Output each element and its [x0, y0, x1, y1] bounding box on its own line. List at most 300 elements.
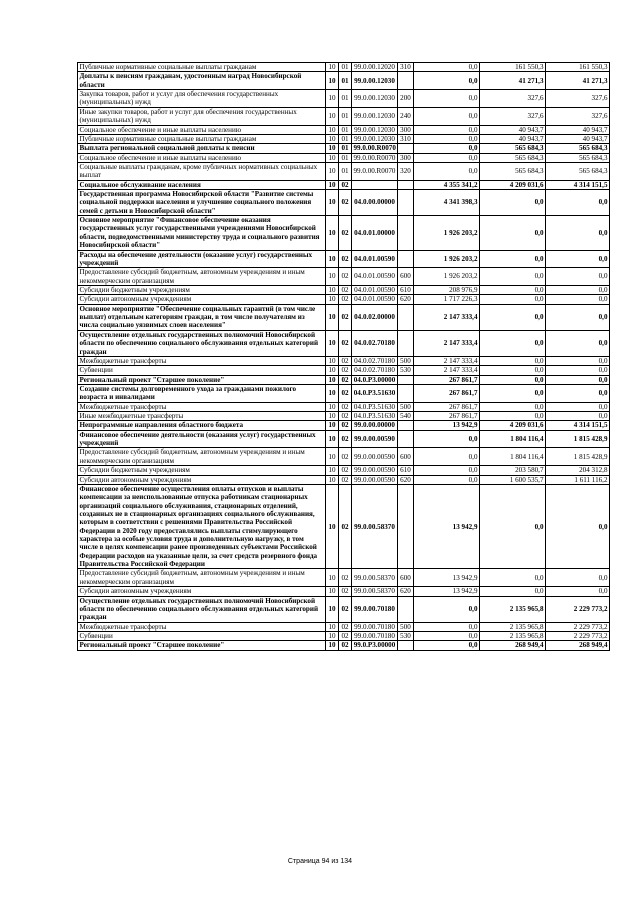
amount-year-1: 2 147 333,4 — [414, 330, 480, 356]
subsection-code: 02 — [339, 430, 352, 448]
table-row — [78, 622, 610, 631]
amount-year-1: 0,0 — [414, 596, 480, 622]
table-row — [78, 632, 610, 641]
expense-type-code: 600 — [398, 569, 414, 587]
subsection-code: 01 — [339, 144, 352, 153]
target-article-code: 99.0.00.00590 — [352, 466, 398, 475]
amount-year-1: 1 926 203,2 — [414, 250, 480, 268]
amount-year-1: 13 942,9 — [414, 421, 480, 430]
amount-year-3: 0,0 — [546, 216, 610, 250]
expense-type-code: 530 — [398, 366, 414, 375]
amount-year-1: 267 861,7 — [414, 402, 480, 411]
subsection-code: 02 — [339, 216, 352, 250]
amount-year-1: 0,0 — [414, 144, 480, 153]
expense-type-code — [398, 330, 414, 356]
subsection-code: 02 — [339, 466, 352, 475]
subsection-code: 01 — [339, 72, 352, 90]
item-name: Выплата региональной социальной доплаты к пенсии — [78, 144, 326, 153]
amount-year-2: 0,0 — [480, 384, 546, 402]
amount-year-2: 565 684,3 — [480, 144, 546, 153]
amount-year-1: 0,0 — [414, 430, 480, 448]
subsection-code: 01 — [339, 153, 352, 162]
amount-year-3: 1 815 428,9 — [546, 448, 610, 466]
item-name: Субвенции — [78, 366, 326, 375]
expense-type-code — [398, 484, 414, 569]
section-code: 10 — [326, 63, 339, 72]
section-code: 10 — [326, 304, 339, 330]
amount-year-3: 327,6 — [546, 107, 610, 125]
amount-year-3: 0,0 — [546, 295, 610, 304]
subsection-code: 02 — [339, 384, 352, 402]
expense-type-code: 300 — [398, 153, 414, 162]
item-name: Предоставление субсидий бюджетным, автономным учреждениям и иным некоммерческим организациям — [78, 569, 326, 587]
section-code: 10 — [326, 90, 339, 108]
table-row — [78, 216, 610, 250]
amount-year-1: 0,0 — [414, 475, 480, 484]
amount-year-2: 0,0 — [480, 402, 546, 411]
target-article-code: 99.0.00.12030 — [352, 134, 398, 143]
amount-year-3: 0,0 — [546, 356, 610, 365]
section-code: 10 — [326, 375, 339, 384]
expense-type-code — [398, 596, 414, 622]
amount-year-2: 0,0 — [480, 484, 546, 569]
item-name: Субвенции — [78, 632, 326, 641]
section-code: 10 — [326, 402, 339, 411]
item-name: Закупка товаров, работ и услуг для обеспечения государственных (муниципальных) нужд — [78, 90, 326, 108]
table-row — [78, 641, 610, 650]
target-article-code: 99.0.00.58370 — [352, 484, 398, 569]
amount-year-3: 2 229 773,2 — [546, 622, 610, 631]
section-code: 10 — [326, 190, 339, 216]
item-name: Доплаты к пенсиям гражданам, удостоенным наград Новосибирской области — [78, 72, 326, 90]
subsection-code: 02 — [339, 622, 352, 631]
item-name: Региональный проект "Старшее поколение" — [78, 641, 326, 650]
table-row — [78, 375, 610, 384]
amount-year-2: 565 684,3 — [480, 153, 546, 162]
amount-year-1: 208 976,9 — [414, 285, 480, 294]
target-article-code: 04.0.01.00590 — [352, 285, 398, 294]
target-article-code: 99.0.00.58370 — [352, 569, 398, 587]
amount-year-2: 1 804 116,4 — [480, 430, 546, 448]
amount-year-3: 565 684,3 — [546, 144, 610, 153]
subsection-code: 02 — [339, 366, 352, 375]
table-row — [78, 144, 610, 153]
amount-year-1: 0,0 — [414, 466, 480, 475]
table-row — [78, 134, 610, 143]
target-article-code: 04.0.02.70180 — [352, 366, 398, 375]
target-article-code: 99.0.00.70180 — [352, 632, 398, 641]
table-row — [78, 63, 610, 72]
target-article-code: 04.0.P3.00000 — [352, 375, 398, 384]
expense-type-code — [398, 384, 414, 402]
expense-type-code: 600 — [398, 268, 414, 286]
expense-type-code: 620 — [398, 295, 414, 304]
amount-year-3: 161 550,3 — [546, 63, 610, 72]
item-name: Субсидии автономным учреждениям — [78, 295, 326, 304]
table-row — [78, 330, 610, 356]
amount-year-3: 0,0 — [546, 375, 610, 384]
subsection-code: 02 — [339, 448, 352, 466]
target-article-code: 04.0.01.00000 — [352, 216, 398, 250]
item-name: Основное мероприятие "Обеспечение социальных гарантий (в том числе выплат) отдельным категориям граждан, в том числе получателям из числа социально уязвимых слоев населения" — [78, 304, 326, 330]
subsection-code: 01 — [339, 125, 352, 134]
subsection-code: 02 — [339, 190, 352, 216]
expense-type-code: 610 — [398, 285, 414, 294]
amount-year-1: 1 926 203,2 — [414, 216, 480, 250]
target-article-code: 99.0.P3.00000 — [352, 641, 398, 650]
amount-year-2: 0,0 — [480, 375, 546, 384]
section-code: 10 — [326, 268, 339, 286]
section-code: 10 — [326, 356, 339, 365]
amount-year-3: 0,0 — [546, 190, 610, 216]
section-code: 10 — [326, 641, 339, 650]
subsection-code: 02 — [339, 402, 352, 411]
amount-year-3: 1 815 428,9 — [546, 430, 610, 448]
item-name: Субсидии автономным учреждениям — [78, 475, 326, 484]
amount-year-3: 41 271,3 — [546, 72, 610, 90]
amount-year-1: 0,0 — [414, 72, 480, 90]
amount-year-2: 0,0 — [480, 356, 546, 365]
amount-year-2: 1 804 116,4 — [480, 448, 546, 466]
expense-type-code: 310 — [398, 134, 414, 143]
amount-year-2: 40 943,7 — [480, 134, 546, 143]
section-code: 10 — [326, 632, 339, 641]
amount-year-1: 13 942,9 — [414, 484, 480, 569]
table-row — [78, 412, 610, 421]
target-article-code: 04.0.01.00590 — [352, 295, 398, 304]
page-number: Страница 94 из 134 — [287, 858, 353, 865]
section-code: 10 — [326, 144, 339, 153]
amount-year-1: 0,0 — [414, 153, 480, 162]
table-row — [78, 466, 610, 475]
section-code: 10 — [326, 285, 339, 294]
section-code: 10 — [326, 180, 339, 189]
amount-year-1: 0,0 — [414, 162, 480, 180]
target-article-code: 99.0.00.00590 — [352, 475, 398, 484]
amount-year-1: 13 942,9 — [414, 587, 480, 596]
expense-type-code: 200 — [398, 90, 414, 108]
expense-type-code: 240 — [398, 107, 414, 125]
item-name: Межбюджетные трансферты — [78, 402, 326, 411]
expense-type-code — [398, 421, 414, 430]
item-name: Создание системы долговременного ухода за гражданами пожилого возраста и инвалидами — [78, 384, 326, 402]
subsection-code: 02 — [339, 356, 352, 365]
expense-type-code — [398, 216, 414, 250]
item-name: Социальные выплаты гражданам, кроме публичных нормативных социальных выплат — [78, 162, 326, 180]
table-row — [78, 484, 610, 569]
amount-year-1: 0,0 — [414, 90, 480, 108]
subsection-code: 02 — [339, 587, 352, 596]
section-code: 10 — [326, 622, 339, 631]
expense-type-code — [398, 641, 414, 650]
amount-year-3: 268 949,4 — [546, 641, 610, 650]
expense-type-code: 530 — [398, 632, 414, 641]
amount-year-1: 4 341 398,3 — [414, 190, 480, 216]
amount-year-2: 0,0 — [480, 268, 546, 286]
table-row — [78, 125, 610, 134]
amount-year-3: 565 684,3 — [546, 162, 610, 180]
target-article-code: 99.0.00.12030 — [352, 90, 398, 108]
item-name: Межбюджетные трансферты — [78, 356, 326, 365]
amount-year-3: 0,0 — [546, 250, 610, 268]
amount-year-3: 40 943,7 — [546, 134, 610, 143]
item-name: Публичные нормативные социальные выплаты гражданам — [78, 134, 326, 143]
table-row — [78, 366, 610, 375]
table-row — [78, 421, 610, 430]
table-row — [78, 90, 610, 108]
table-row — [78, 402, 610, 411]
expense-type-code — [398, 430, 414, 448]
section-code: 10 — [326, 384, 339, 402]
target-article-code: 04.0.02.00000 — [352, 304, 398, 330]
budget-table — [77, 62, 610, 651]
amount-year-3: 2 229 773,2 — [546, 632, 610, 641]
amount-year-2: 2 135 965,8 — [480, 632, 546, 641]
item-name: Предоставление субсидий бюджетным, автономным учреждениям и иным некоммерческим организациям — [78, 268, 326, 286]
item-name: Осуществление отдельных государственных полномочий Новосибирской области по обеспечению социального обслуживания отдельных категорий граждан — [78, 596, 326, 622]
target-article-code: 99.0.00.00590 — [352, 448, 398, 466]
section-code: 10 — [326, 448, 339, 466]
amount-year-2: 0,0 — [480, 587, 546, 596]
amount-year-2: 327,6 — [480, 90, 546, 108]
item-name: Межбюджетные трансферты — [78, 622, 326, 631]
amount-year-3: 0,0 — [546, 384, 610, 402]
subsection-code: 01 — [339, 107, 352, 125]
section-code: 10 — [326, 366, 339, 375]
amount-year-1: 0,0 — [414, 134, 480, 143]
section-code: 10 — [326, 430, 339, 448]
expense-type-code: 610 — [398, 466, 414, 475]
table-row — [78, 587, 610, 596]
amount-year-3: 4 314 151,5 — [546, 180, 610, 189]
amount-year-2: 2 135 965,8 — [480, 596, 546, 622]
target-article-code: 99.0.00.R0070 — [352, 153, 398, 162]
amount-year-1: 2 147 333,4 — [414, 366, 480, 375]
expense-type-code: 500 — [398, 356, 414, 365]
item-name: Публичные нормативные социальные выплаты гражданам — [78, 63, 326, 72]
subsection-code: 02 — [339, 412, 352, 421]
table-row — [78, 190, 610, 216]
subsection-code: 02 — [339, 375, 352, 384]
table-row — [78, 153, 610, 162]
amount-year-2: 4 209 031,6 — [480, 180, 546, 189]
item-name: Региональный проект "Старшее поколение" — [78, 375, 326, 384]
subsection-code: 02 — [339, 250, 352, 268]
amount-year-3: 0,0 — [546, 304, 610, 330]
target-article-code: 99.0.00.00000 — [352, 421, 398, 430]
target-article-code: 99.0.00.70180 — [352, 596, 398, 622]
amount-year-1: 267 861,7 — [414, 412, 480, 421]
expense-type-code — [398, 180, 414, 189]
amount-year-3: 4 314 151,5 — [546, 421, 610, 430]
item-name: Основное мероприятие "Финансовое обеспечение оказания государственных услуг государственными учреждениями Новосибирской области, подведомственными министерству труда и социального развития Новосибирской области" — [78, 216, 326, 250]
expense-type-code: 500 — [398, 622, 414, 631]
target-article-code: 99.0.00.70180 — [352, 622, 398, 631]
amount-year-3: 2 229 773,2 — [546, 596, 610, 622]
amount-year-3: 40 943,7 — [546, 125, 610, 134]
amount-year-2: 1 600 535,7 — [480, 475, 546, 484]
subsection-code: 02 — [339, 180, 352, 189]
subsection-code: 02 — [339, 569, 352, 587]
expense-type-code — [398, 304, 414, 330]
section-code: 10 — [326, 587, 339, 596]
table-row — [78, 295, 610, 304]
subsection-code: 02 — [339, 632, 352, 641]
amount-year-2: 0,0 — [480, 285, 546, 294]
table-row — [78, 180, 610, 189]
target-article-code: 04.0.00.00000 — [352, 190, 398, 216]
table-row — [78, 162, 610, 180]
amount-year-2: 40 943,7 — [480, 125, 546, 134]
table-row — [78, 250, 610, 268]
section-code: 10 — [326, 412, 339, 421]
amount-year-2: 203 580,7 — [480, 466, 546, 475]
section-code: 10 — [326, 125, 339, 134]
amount-year-1: 4 355 341,2 — [414, 180, 480, 189]
section-code: 10 — [326, 250, 339, 268]
item-name: Социальное обеспечение и иные выплаты населению — [78, 125, 326, 134]
section-code: 10 — [326, 134, 339, 143]
amount-year-2: 0,0 — [480, 216, 546, 250]
target-article-code: 99.0.00.58370 — [352, 587, 398, 596]
amount-year-2: 0,0 — [480, 304, 546, 330]
target-article-code: 99.0.00.R0070 — [352, 162, 398, 180]
amount-year-2: 0,0 — [480, 569, 546, 587]
amount-year-3: 0,0 — [546, 285, 610, 294]
amount-year-1: 0,0 — [414, 63, 480, 72]
expense-type-code: 600 — [398, 448, 414, 466]
subsection-code: 02 — [339, 304, 352, 330]
section-code: 10 — [326, 466, 339, 475]
amount-year-2: 41 271,3 — [480, 72, 546, 90]
item-name: Социальное обслуживание населения — [78, 180, 326, 189]
amount-year-1: 1 717 226,3 — [414, 295, 480, 304]
subsection-code: 02 — [339, 268, 352, 286]
item-name: Иные закупки товаров, работ и услуг для обеспечения государственных (муниципальных) нужд — [78, 107, 326, 125]
amount-year-2: 0,0 — [480, 190, 546, 216]
table-row — [78, 107, 610, 125]
amount-year-2: 0,0 — [480, 366, 546, 375]
item-name: Государственная программа Новосибирской области "Развитие системы социальной поддержки населения и улучшение социального положения семей с детьми в Новосибирской области" — [78, 190, 326, 216]
item-name: Финансовое обеспечение осуществления оплаты отпусков и выплаты компенсации за неиспользованные отпуска работникам стационарных организаций социального обслуживания, стационарных отделений, созданных не в стационарных организациях социального обслуживания, которым в соответствии с решениями Правительства Российской Федерации в 2020 году предоставлялись выплаты стимулирующего характера за особые условия труда и дополнительную нагрузку, в том числе в целях компенсации ранее произведенных субъектами Российской Федерации расходов на указанные цели, за счет средств резервного фонда Правительства Российской Федерации — [78, 484, 326, 569]
section-code: 10 — [326, 216, 339, 250]
expense-type-code — [398, 375, 414, 384]
expense-type-code — [398, 250, 414, 268]
section-code: 10 — [326, 569, 339, 587]
section-code: 10 — [326, 421, 339, 430]
amount-year-3: 327,6 — [546, 90, 610, 108]
amount-year-1: 0,0 — [414, 125, 480, 134]
item-name: Предоставление субсидий бюджетным, автономным учреждениям и иным некоммерческим организациям — [78, 448, 326, 466]
amount-year-3: 565 684,3 — [546, 153, 610, 162]
target-article-code: 04.0.01.00590 — [352, 250, 398, 268]
amount-year-1: 0,0 — [414, 641, 480, 650]
table-row — [78, 384, 610, 402]
amount-year-2: 0,0 — [480, 330, 546, 356]
amount-year-2: 268 949,4 — [480, 641, 546, 650]
amount-year-3: 0,0 — [546, 402, 610, 411]
amount-year-2: 0,0 — [480, 412, 546, 421]
amount-year-2: 0,0 — [480, 295, 546, 304]
table-row — [78, 356, 610, 365]
amount-year-2: 327,6 — [480, 107, 546, 125]
amount-year-3: 1 611 116,2 — [546, 475, 610, 484]
expense-type-code: 620 — [398, 475, 414, 484]
subsection-code: 02 — [339, 475, 352, 484]
expense-type-code — [398, 72, 414, 90]
item-name: Субсидии бюджетным учреждениям — [78, 466, 326, 475]
item-name: Непрограммные направления областного бюджета — [78, 421, 326, 430]
subsection-code: 02 — [339, 421, 352, 430]
target-article-code: 99.0.00.12030 — [352, 125, 398, 134]
section-code: 10 — [326, 162, 339, 180]
table-row — [78, 448, 610, 466]
amount-year-1: 0,0 — [414, 448, 480, 466]
amount-year-3: 0,0 — [546, 569, 610, 587]
expense-type-code: 620 — [398, 587, 414, 596]
item-name: Иные межбюджетные трансферты — [78, 412, 326, 421]
subsection-code: 01 — [339, 162, 352, 180]
section-code: 10 — [326, 295, 339, 304]
target-article-code: 99.0.00.12020 — [352, 63, 398, 72]
subsection-code: 01 — [339, 134, 352, 143]
target-article-code: 04.0.P3.51630 — [352, 384, 398, 402]
target-article-code: 99.0.00.R0070 — [353, 144, 396, 153]
section-code: 10 — [326, 153, 339, 162]
table-row — [78, 569, 610, 587]
amount-year-3: 0,0 — [546, 412, 610, 421]
subsection-code: 01 — [339, 90, 352, 108]
item-name: Социальное обеспечение и иные выплаты населению — [78, 153, 326, 162]
table-row — [78, 475, 610, 484]
subsection-code: 02 — [339, 641, 352, 650]
section-code: 10 — [326, 484, 339, 569]
amount-year-3: 0,0 — [546, 330, 610, 356]
subsection-code: 02 — [339, 330, 352, 356]
expense-type-code: 310 — [398, 63, 414, 72]
amount-year-1: 0,0 — [414, 107, 480, 125]
amount-year-3: 0,0 — [546, 268, 610, 286]
item-name: Расходы на обеспечение деятельности (оказание услуг) государственных учреждений — [78, 250, 326, 268]
subsection-code: 02 — [339, 285, 352, 294]
amount-year-1: 2 147 333,4 — [414, 356, 480, 365]
expense-type-code: 540 — [398, 412, 414, 421]
table-row — [78, 596, 610, 622]
amount-year-1: 267 861,7 — [414, 384, 480, 402]
item-name: Осуществление отдельных государственных полномочий Новосибирской области по обеспечению социального обслуживания отдельных категорий граждан — [78, 330, 326, 356]
item-name: Субсидии автономным учреждениям — [78, 587, 326, 596]
section-code: 10 — [326, 475, 339, 484]
target-article-code: 04.0.01.00590 — [352, 268, 398, 286]
target-article-code: 99.0.00.12030 — [352, 107, 398, 125]
target-article-code: 99.0.00.12030 — [352, 72, 398, 90]
target-article-code: 99.0.00.00590 — [352, 430, 398, 448]
section-code: 10 — [326, 107, 339, 125]
table-row — [78, 72, 610, 90]
item-name: Финансовое обеспечение деятельности (оказания услуг) государственных учреждений — [78, 430, 326, 448]
amount-year-1: 0,0 — [414, 632, 480, 641]
amount-year-3: 0,0 — [546, 484, 610, 569]
subsection-code: 01 — [339, 63, 352, 72]
amount-year-1: 1 926 203,2 — [414, 268, 480, 286]
item-name: Субсидии бюджетным учреждениям — [78, 285, 326, 294]
amount-year-1: 2 147 333,4 — [414, 304, 480, 330]
expense-type-code: 500 — [398, 402, 414, 411]
section-code: 10 — [326, 330, 339, 356]
amount-year-2: 4 209 031,6 — [480, 421, 546, 430]
table-row — [78, 304, 610, 330]
amount-year-1: 267 861,7 — [414, 375, 480, 384]
